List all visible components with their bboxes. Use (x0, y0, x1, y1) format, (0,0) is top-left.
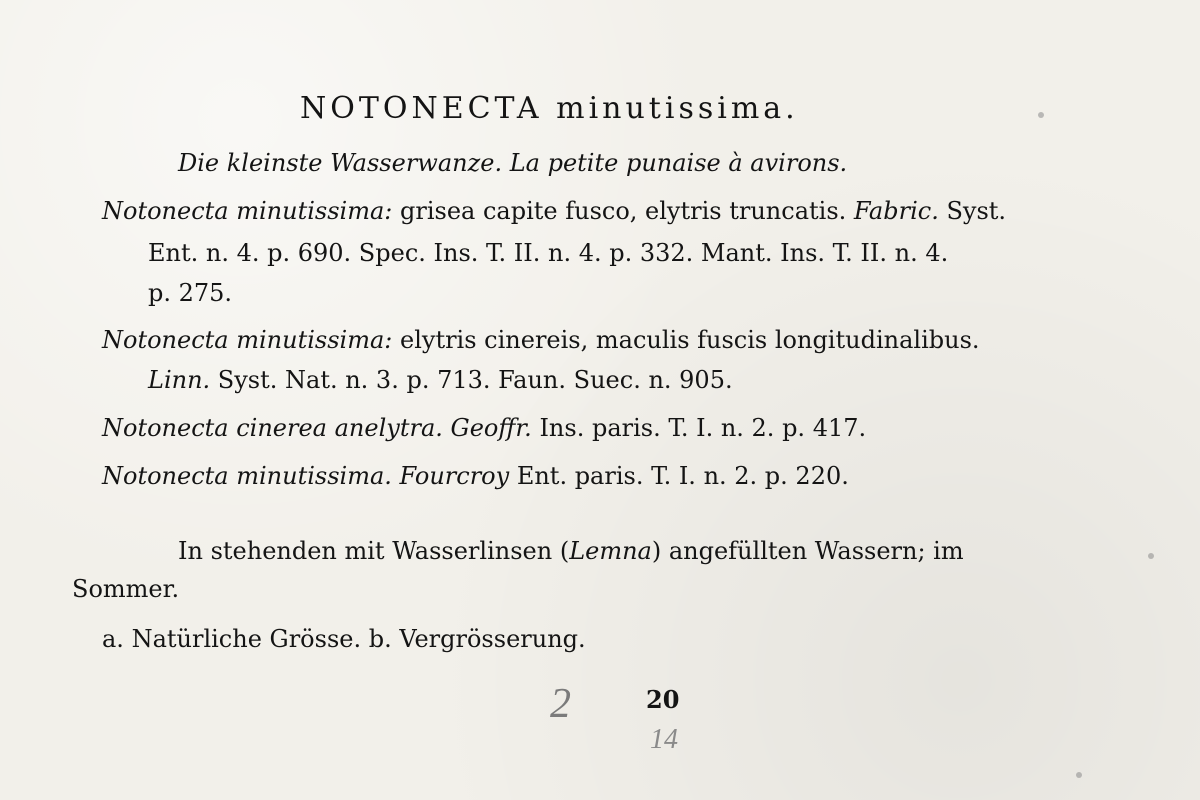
synonym-entry-1-line-2: Ent. n. 4. p. 690. Spec. Ins. T. II. n. 4. p. 332. Mant. Ins. T. II. n. 4. (148, 239, 949, 267)
habitat-line-2: Sommer. (72, 575, 180, 603)
synonym-entry-2-line-1 (102, 327, 980, 355)
description: grisea capite fusco, elytris truncatis. (392, 197, 847, 225)
paper-speck (1148, 553, 1154, 559)
taxon-name: Notonecta cinerea anelytra. (102, 414, 443, 442)
figure-caption: a. Natürliche Grösse. b. Vergrösserung. (102, 625, 586, 653)
taxon-name: Notonecta minutissima (102, 197, 385, 225)
reference: Ins. paris. T. I. n. 2. p. 417. (531, 414, 867, 442)
habitat-plant: Lemna (569, 537, 652, 565)
author: Fabric. (853, 197, 939, 225)
page-number: 20 (646, 685, 680, 714)
description: elytris cinereis, maculis fuscis longitudinalibus. (392, 326, 980, 354)
separator: : (384, 197, 393, 225)
paper-speck (1076, 772, 1082, 778)
habitat-text-after: ) angefüllten Wassern; im (651, 537, 964, 565)
taxon-name: Notonecta minutissima. (102, 462, 392, 490)
handwritten-number: 14 (650, 724, 678, 755)
synonym-entry-2-line-2 (148, 367, 733, 395)
handwritten-mark: 2 (550, 681, 571, 727)
synonym-entry-4 (102, 463, 849, 491)
separator: : (384, 326, 393, 354)
author: Fourcroy (399, 462, 510, 490)
habitat-text-before: In stehenden mit Wasserlinsen ( (178, 537, 570, 565)
paper-speck (1038, 112, 1044, 118)
synonym-entry-3 (102, 415, 866, 443)
author: Linn. (148, 366, 211, 394)
page-title: NOTONECTA minutissima. (300, 91, 799, 126)
reference: Syst. Nat. n. 3. p. 713. Faun. Suec. n. 905. (210, 366, 733, 394)
habitat-line-1 (178, 538, 964, 566)
reference: Syst. (938, 197, 1007, 225)
taxon-name: Notonecta minutissima (102, 326, 385, 354)
synonym-entry-1-line-1 (102, 198, 1006, 226)
synonym-entry-1-line-3: p. 275. (148, 279, 233, 307)
subtitle: Die kleinste Wasserwanze. La petite punaise à avirons. (178, 149, 848, 177)
reference: Ent. paris. T. I. n. 2. p. 220. (509, 462, 849, 490)
author: Geoffr. (450, 414, 532, 442)
